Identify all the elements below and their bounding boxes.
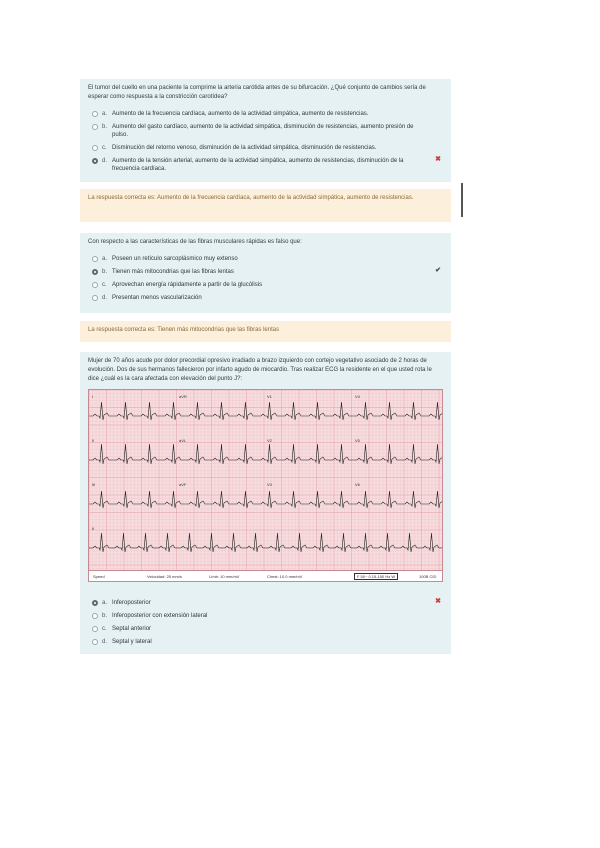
question-3-option-b[interactable] <box>88 610 443 623</box>
question-2-option-d[interactable] <box>88 292 443 305</box>
question-1-option-c[interactable] <box>88 142 443 155</box>
option-text: Septal y lateral <box>112 639 152 645</box>
question-2-option-b[interactable] <box>88 266 443 279</box>
ecg-image <box>88 389 443 582</box>
question-3-options <box>88 597 443 649</box>
question-3-option-a[interactable] <box>88 597 443 610</box>
lead-label: V5 <box>355 438 360 443</box>
question-2-options <box>88 253 443 305</box>
option-text: Aprovechan energía rápidamente a partir de la glucólisis <box>112 282 263 288</box>
option-letter: a. <box>102 111 108 117</box>
question-1-options <box>88 108 443 176</box>
option-letter: c. <box>102 626 107 632</box>
option-text: Aumento del gasto cardíaco, aumento de la actividad simpática, disminución de resistencias, aumento presión de pulso. <box>112 124 414 138</box>
question-1-option-b[interactable] <box>88 121 443 142</box>
radio-button[interactable] <box>92 282 98 288</box>
question-3-option-d[interactable] <box>88 636 443 649</box>
option-text: Inferoposterior <box>112 600 151 606</box>
question-1 <box>80 79 451 182</box>
lead-label: V3 <box>267 482 272 487</box>
question-2-feedback: La respuesta correcta es: Tienen más mitocondrias que las fibras lentas <box>80 321 451 342</box>
radio-button[interactable] <box>92 111 98 117</box>
option-letter: b. <box>102 124 108 130</box>
lead-label: V2 <box>267 438 272 443</box>
option-letter: a. <box>102 256 108 262</box>
question-1-option-d[interactable] <box>88 155 443 176</box>
radio-button[interactable] <box>92 626 98 632</box>
lead-label: aVR <box>179 394 187 399</box>
ecg-footer-text: Límb: 10 mm/mV <box>209 574 240 579</box>
option-letter: b. <box>102 269 108 275</box>
question-2 <box>80 233 451 313</box>
question-2-option-a[interactable] <box>88 253 443 266</box>
option-letter: d. <box>102 639 108 645</box>
lead-label: V1 <box>267 394 272 399</box>
radio-button[interactable] <box>92 639 98 645</box>
lead-label: aVL <box>179 438 187 443</box>
radio-button-selected[interactable] <box>92 269 98 275</box>
ecg-tracing <box>89 390 443 582</box>
ecg-footer-filter: F 50~ 0.15-150 Hz W <box>354 573 398 580</box>
ecg-footer-text: Speed <box>93 574 105 579</box>
option-letter: d. <box>102 158 108 164</box>
scrollbar-thumb[interactable] <box>461 183 463 217</box>
option-text: Aumento de la frecuencia cardíaca, aumento de la actividad simpática, aumento de resistencias. <box>112 111 369 117</box>
ecg-footer-text: Velocidad: 25 mm/s <box>147 574 182 579</box>
option-text: Tienen más mitocondrias que las fibras lentas <box>112 269 234 275</box>
question-1-text: El tumor del cuello en una paciente la comprime la arteria carótida antes de su bifurcación. ¿Qué conjunto de cambios sería de esperar como respuesta a la constricción carotídea? <box>88 85 426 100</box>
question-1-feedback: La respuesta correcta es: Aumento de la frecuencia cardíaca, aumento de la actividad simpática, aumento de resistencias. <box>80 189 451 222</box>
question-2-text: Con respecto a las características de las fibras musculares rápidas es falso que: <box>88 239 302 245</box>
question-3 <box>80 352 451 654</box>
lead-label: aVF <box>179 482 187 487</box>
option-text: Aumento de la tensión arterial, aumento de la actividad simpática, aumento de resistencias, disminución de la frecuencia cardíaca. <box>112 158 404 172</box>
option-letter: c. <box>102 282 107 288</box>
lead-label: V4 <box>355 394 360 399</box>
option-text: Presentan menos vascularización <box>112 295 202 301</box>
ecg-footer-text: 100B CID <box>419 574 437 579</box>
option-text: Septal anterior <box>112 626 152 632</box>
question-3-text: Mujer de 70 años acude por dolor precordial opresivo irradiado a brazo izquierdo con cortejo vegetativo asociado de 2 horas de evolución. Dos de sus hermanos fallecieron por infarto agudo de miocardio. Tras realizar ECG la residente en el que usted rota le dice ¿cuál es la cara afectada con elevación del punto J?: <box>88 358 432 382</box>
incorrect-icon: ✖ <box>435 598 441 605</box>
radio-button[interactable] <box>92 124 98 130</box>
incorrect-icon: ✖ <box>435 156 441 163</box>
question-2-option-c[interactable] <box>88 279 443 292</box>
lead-label: V6 <box>355 482 360 487</box>
radio-button[interactable] <box>92 145 98 151</box>
question-3-option-c[interactable] <box>88 623 443 636</box>
ecg-footer <box>89 570 442 581</box>
ecg-footer-text: Chest: 10.0 mm/mV <box>267 574 303 579</box>
lead-label: II <box>92 526 95 531</box>
option-text: Disminución del retorno venoso, disminución de la actividad simpática, disminución de resistencias. <box>112 145 377 151</box>
radio-button-selected[interactable] <box>92 600 98 606</box>
option-text: Poseen un retículo sarcoplásmico muy extenso <box>112 256 238 262</box>
question-1-option-a[interactable] <box>88 108 443 121</box>
lead-label: I <box>92 394 94 399</box>
lead-label: III <box>92 482 96 487</box>
radio-button[interactable] <box>92 256 98 262</box>
radio-button-selected[interactable] <box>92 158 98 164</box>
radio-button[interactable] <box>92 613 98 619</box>
option-letter: a. <box>102 600 108 606</box>
correct-check-icon: ✔ <box>435 267 441 274</box>
lead-label: II <box>92 438 95 443</box>
option-text: Inferoposterior con extensión lateral <box>112 613 208 619</box>
radio-button[interactable] <box>92 295 98 301</box>
option-letter: c. <box>102 145 107 151</box>
option-letter: b. <box>102 613 108 619</box>
option-letter: d. <box>102 295 108 301</box>
